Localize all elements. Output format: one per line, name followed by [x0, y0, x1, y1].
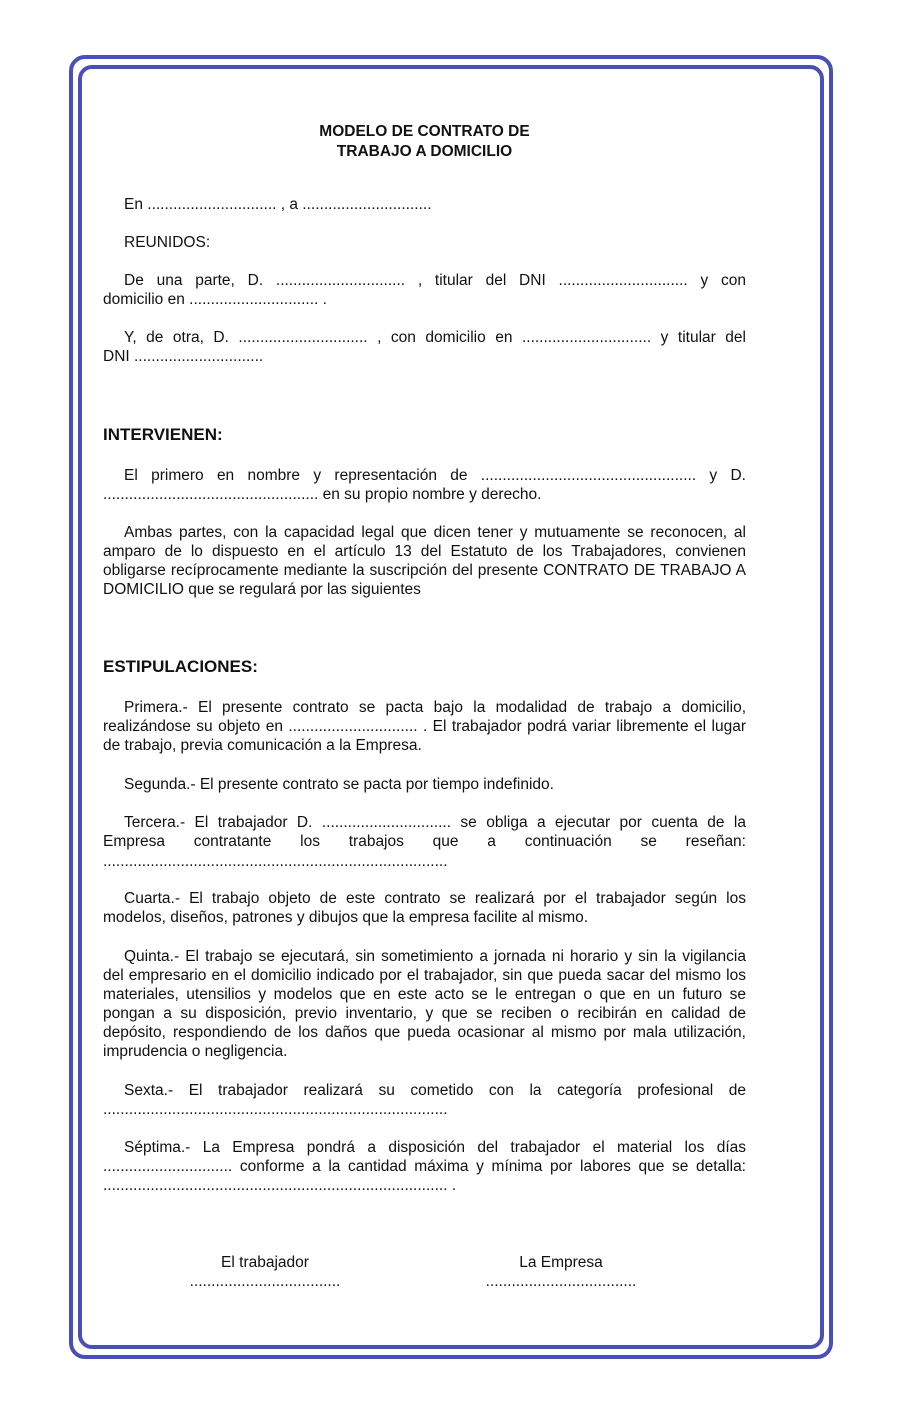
- clause-cuarta: Cuarta.- El trabajo objeto de este contrato se realizará por el trabajador según los modelos, diseños, patrones y dibujos que la empresa facilite al mismo.: [103, 890, 746, 926]
- clause-segunda: Segunda.- El presente contrato se pacta por tiempo indefinido.: [124, 776, 554, 793]
- clause-sexta: Sexta.- El trabajador realizará su cometido con la categoría profesional de: [124, 1082, 746, 1099]
- title-line-1: MODELO DE CONTRATO DE: [319, 123, 530, 140]
- document-title: [103, 122, 746, 162]
- signature-worker-label: El trabajador: [221, 1254, 309, 1271]
- place-date-line: En .............................. , a ..............................: [124, 196, 432, 213]
- clause-septima: Séptima.- La Empresa pondrá a disposición del trabajador el material los días .............................. conforme a la cantidad máxima y mínima por labores que se detalla: ................................................................................ .: [103, 1139, 746, 1194]
- signature-company-label: La Empresa: [519, 1254, 603, 1271]
- signature-worker: [170, 1253, 360, 1291]
- party-two-line-2: DNI ..............................: [103, 348, 264, 365]
- party-two-line-1: Y, de otra, D. .............................. , con domicilio en .............................. y titular del: [124, 329, 746, 346]
- ambas-partes-paragraph: Ambas partes, con la capacidad legal que dicen tener y mutuamente se reconocen, al amparo de lo dispuesto en el artículo 13 del Estatuto de los Trabajadores, convienen obligarse recíprocamente mediante la suscripción del presente CONTRATO DE TRABAJO A DOMICILIO que se regulará por las siguientes: [103, 524, 746, 598]
- reunidos-label: REUNIDOS:: [124, 234, 211, 251]
- intervienen-line-2: .................................................. en su propio nombre y derecho.: [103, 486, 542, 503]
- clause-primera: Primera.- El presente contrato se pacta bajo la modalidad de trabajo a domicilio, realizándose su objeto en .............................. . El trabajador podrá variar libremente el lugar de trabajo, previa comunicación a la Empresa.: [103, 699, 746, 754]
- clause-quinta: Quinta.- El trabajo se ejecutará, sin sometimiento a jornada ni horario y sin la vigilancia del empresario en el domicilio indicado por el trabajador, sin que pueda sacar del mismo los materiales, utensilios y modelos que en este acto se le entregan o que en un futuro se pongan a su disposición, previo inventario, y que se reciben o recibirán en calidad de depósito, respondiendo de los daños que pueda ocasionar al mismo por mala utilización, imprudencia o negligencia.: [103, 948, 746, 1060]
- clause-tercera-blank: ................................................................................: [103, 853, 448, 870]
- intervienen-line-1: El primero en nombre y representación de .................................................. y D.: [124, 467, 746, 484]
- signature-company: [466, 1253, 656, 1291]
- signature-company-line: ...................................: [485, 1273, 637, 1290]
- intervienen-heading: INTERVIENEN:: [103, 425, 223, 444]
- title-line-2: TRABAJO A DOMICILIO: [336, 143, 513, 160]
- party-one-line-2: domicilio en .............................. .: [103, 291, 327, 308]
- signature-worker-line: ...................................: [189, 1273, 341, 1290]
- estipulaciones-heading: ESTIPULACIONES:: [103, 657, 258, 676]
- clause-sexta-blank: ................................................................................: [103, 1101, 448, 1118]
- party-one-line-1: De una parte, D. .............................. , titular del DNI .............................. y con: [124, 272, 746, 289]
- clause-tercera: Tercera.- El trabajador D. .............................. se obliga a ejecutar por cuenta de la Empresa contratante los trabajos que a continuación se reseñan:: [103, 814, 746, 850]
